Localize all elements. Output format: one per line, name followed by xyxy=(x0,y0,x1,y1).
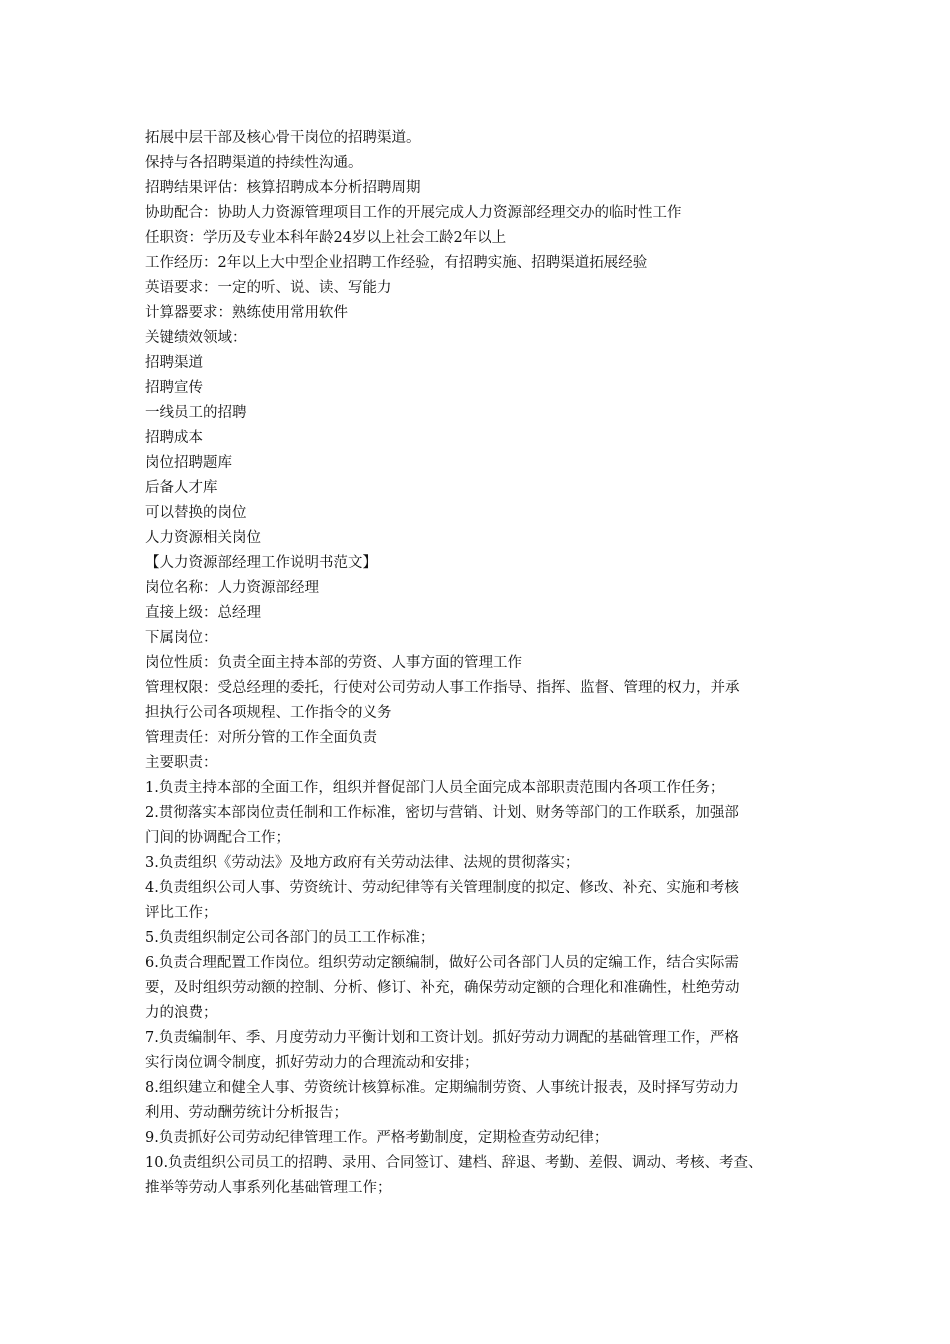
text-line: 工作经历：2年以上大中型企业招聘工作经验，有招聘实施、招聘渠道拓展经验 xyxy=(145,255,648,271)
text-line: 管理责任：对所分管的工作全面负责 xyxy=(145,730,377,746)
text-line: 计算器要求：熟练使用常用软件 xyxy=(145,305,348,321)
duty-item: 门间的协调配合工作； xyxy=(145,830,290,846)
list-item: 人力资源相关岗位 xyxy=(145,530,261,546)
text-line: 管理权限：受总经理的委托，行使对公司劳动人事工作指导、指挥、监督、管理的权力，并承 xyxy=(145,680,740,696)
text-line: 主要职责： xyxy=(145,755,218,771)
list-item: 可以替换的岗位 xyxy=(145,505,247,521)
duty-item: 9.负责抓好公司劳动纪律管理工作。严格考勤制度，定期检查劳动纪律； xyxy=(145,1130,609,1146)
duty-item: 4.负责组织公司人事、劳资统计、劳动纪律等有关管理制度的拟定、修改、补充、实施和考核 xyxy=(145,880,739,896)
text-line: 拓展中层干部及核心骨干岗位的招聘渠道。 xyxy=(145,130,421,146)
duty-item: 2.贯彻落实本部岗位责任制和工作标准，密切与营销、计划、财务等部门的工作联系，加强部 xyxy=(145,805,739,821)
duty-item: 8.组织建立和健全人事、劳资统计核算标准。定期编制劳资、人事统计报表，及时择写劳动力 xyxy=(145,1080,739,1096)
text-line: 招聘结果评估：核算招聘成本分析招聘周期 xyxy=(145,180,421,196)
text-line: 任职资：学历及专业本科年龄24岁以上社会工龄2年以上 xyxy=(145,230,507,246)
duty-item: 力的浪费； xyxy=(145,1005,218,1021)
duty-item: 7.负责编制年、季、月度劳动力平衡计划和工资计划。抓好劳动力调配的基础管理工作，严格 xyxy=(145,1030,739,1046)
duty-item: 10.负责组织公司员工的招聘、录用、合同签订、建档、辞退、考勤、差假、调动、考核、考查、 xyxy=(145,1155,763,1171)
text-line: 关键绩效领域： xyxy=(145,330,247,346)
duty-item: 1.负责主持本部的全面工作，组织并督促部门人员全面完成本部职责范围内各项工作任务； xyxy=(145,780,725,796)
document-page xyxy=(145,126,825,1201)
list-item: 招聘宣传 xyxy=(145,380,203,396)
duty-item: 5.负责组织制定公司各部门的员工工作标准； xyxy=(145,930,435,946)
text-line: 担执行公司各项规程、工作指令的义务 xyxy=(145,705,392,721)
list-item: 岗位招聘题库 xyxy=(145,455,232,471)
duty-item: 推举等劳动人事系列化基础管理工作； xyxy=(145,1180,392,1196)
duty-item: 3.负责组织《劳动法》及地方政府有关劳动法律、法规的贯彻落实； xyxy=(145,855,580,871)
text-line: 岗位名称：人力资源部经理 xyxy=(145,580,319,596)
list-item: 招聘成本 xyxy=(145,430,203,446)
text-line: 直接上级：总经理 xyxy=(145,605,261,621)
list-item: 招聘渠道 xyxy=(145,355,203,371)
section-title: 【人力资源部经理工作说明书范文】 xyxy=(145,555,377,571)
text-line: 下属岗位： xyxy=(145,630,218,646)
duty-item: 6.负责合理配置工作岗位。组织劳动定额编制，做好公司各部门人员的定编工作，结合实际需 xyxy=(145,955,739,971)
list-item: 后备人才库 xyxy=(145,480,218,496)
text-line: 协助配合：协助人力资源管理项目工作的开展完成人力资源部经理交办的临时性工作 xyxy=(145,205,682,221)
list-item: 一线员工的招聘 xyxy=(145,405,247,421)
text-line: 保持与各招聘渠道的持续性沟通。 xyxy=(145,155,363,171)
text-line: 英语要求：一定的听、说、读、写能力 xyxy=(145,280,392,296)
duty-item: 评比工作； xyxy=(145,905,218,921)
duty-item: 要，及时组织劳动额的控制、分析、修订、补充，确保劳动定额的合理化和准确性，杜绝劳动 xyxy=(145,980,740,996)
duty-item: 实行岗位调令制度，抓好劳动力的合理流动和安排； xyxy=(145,1055,479,1071)
text-line: 岗位性质：负责全面主持本部的劳资、人事方面的管理工作 xyxy=(145,655,522,671)
duty-item: 利用、劳动酬劳统计分析报告； xyxy=(145,1105,348,1121)
